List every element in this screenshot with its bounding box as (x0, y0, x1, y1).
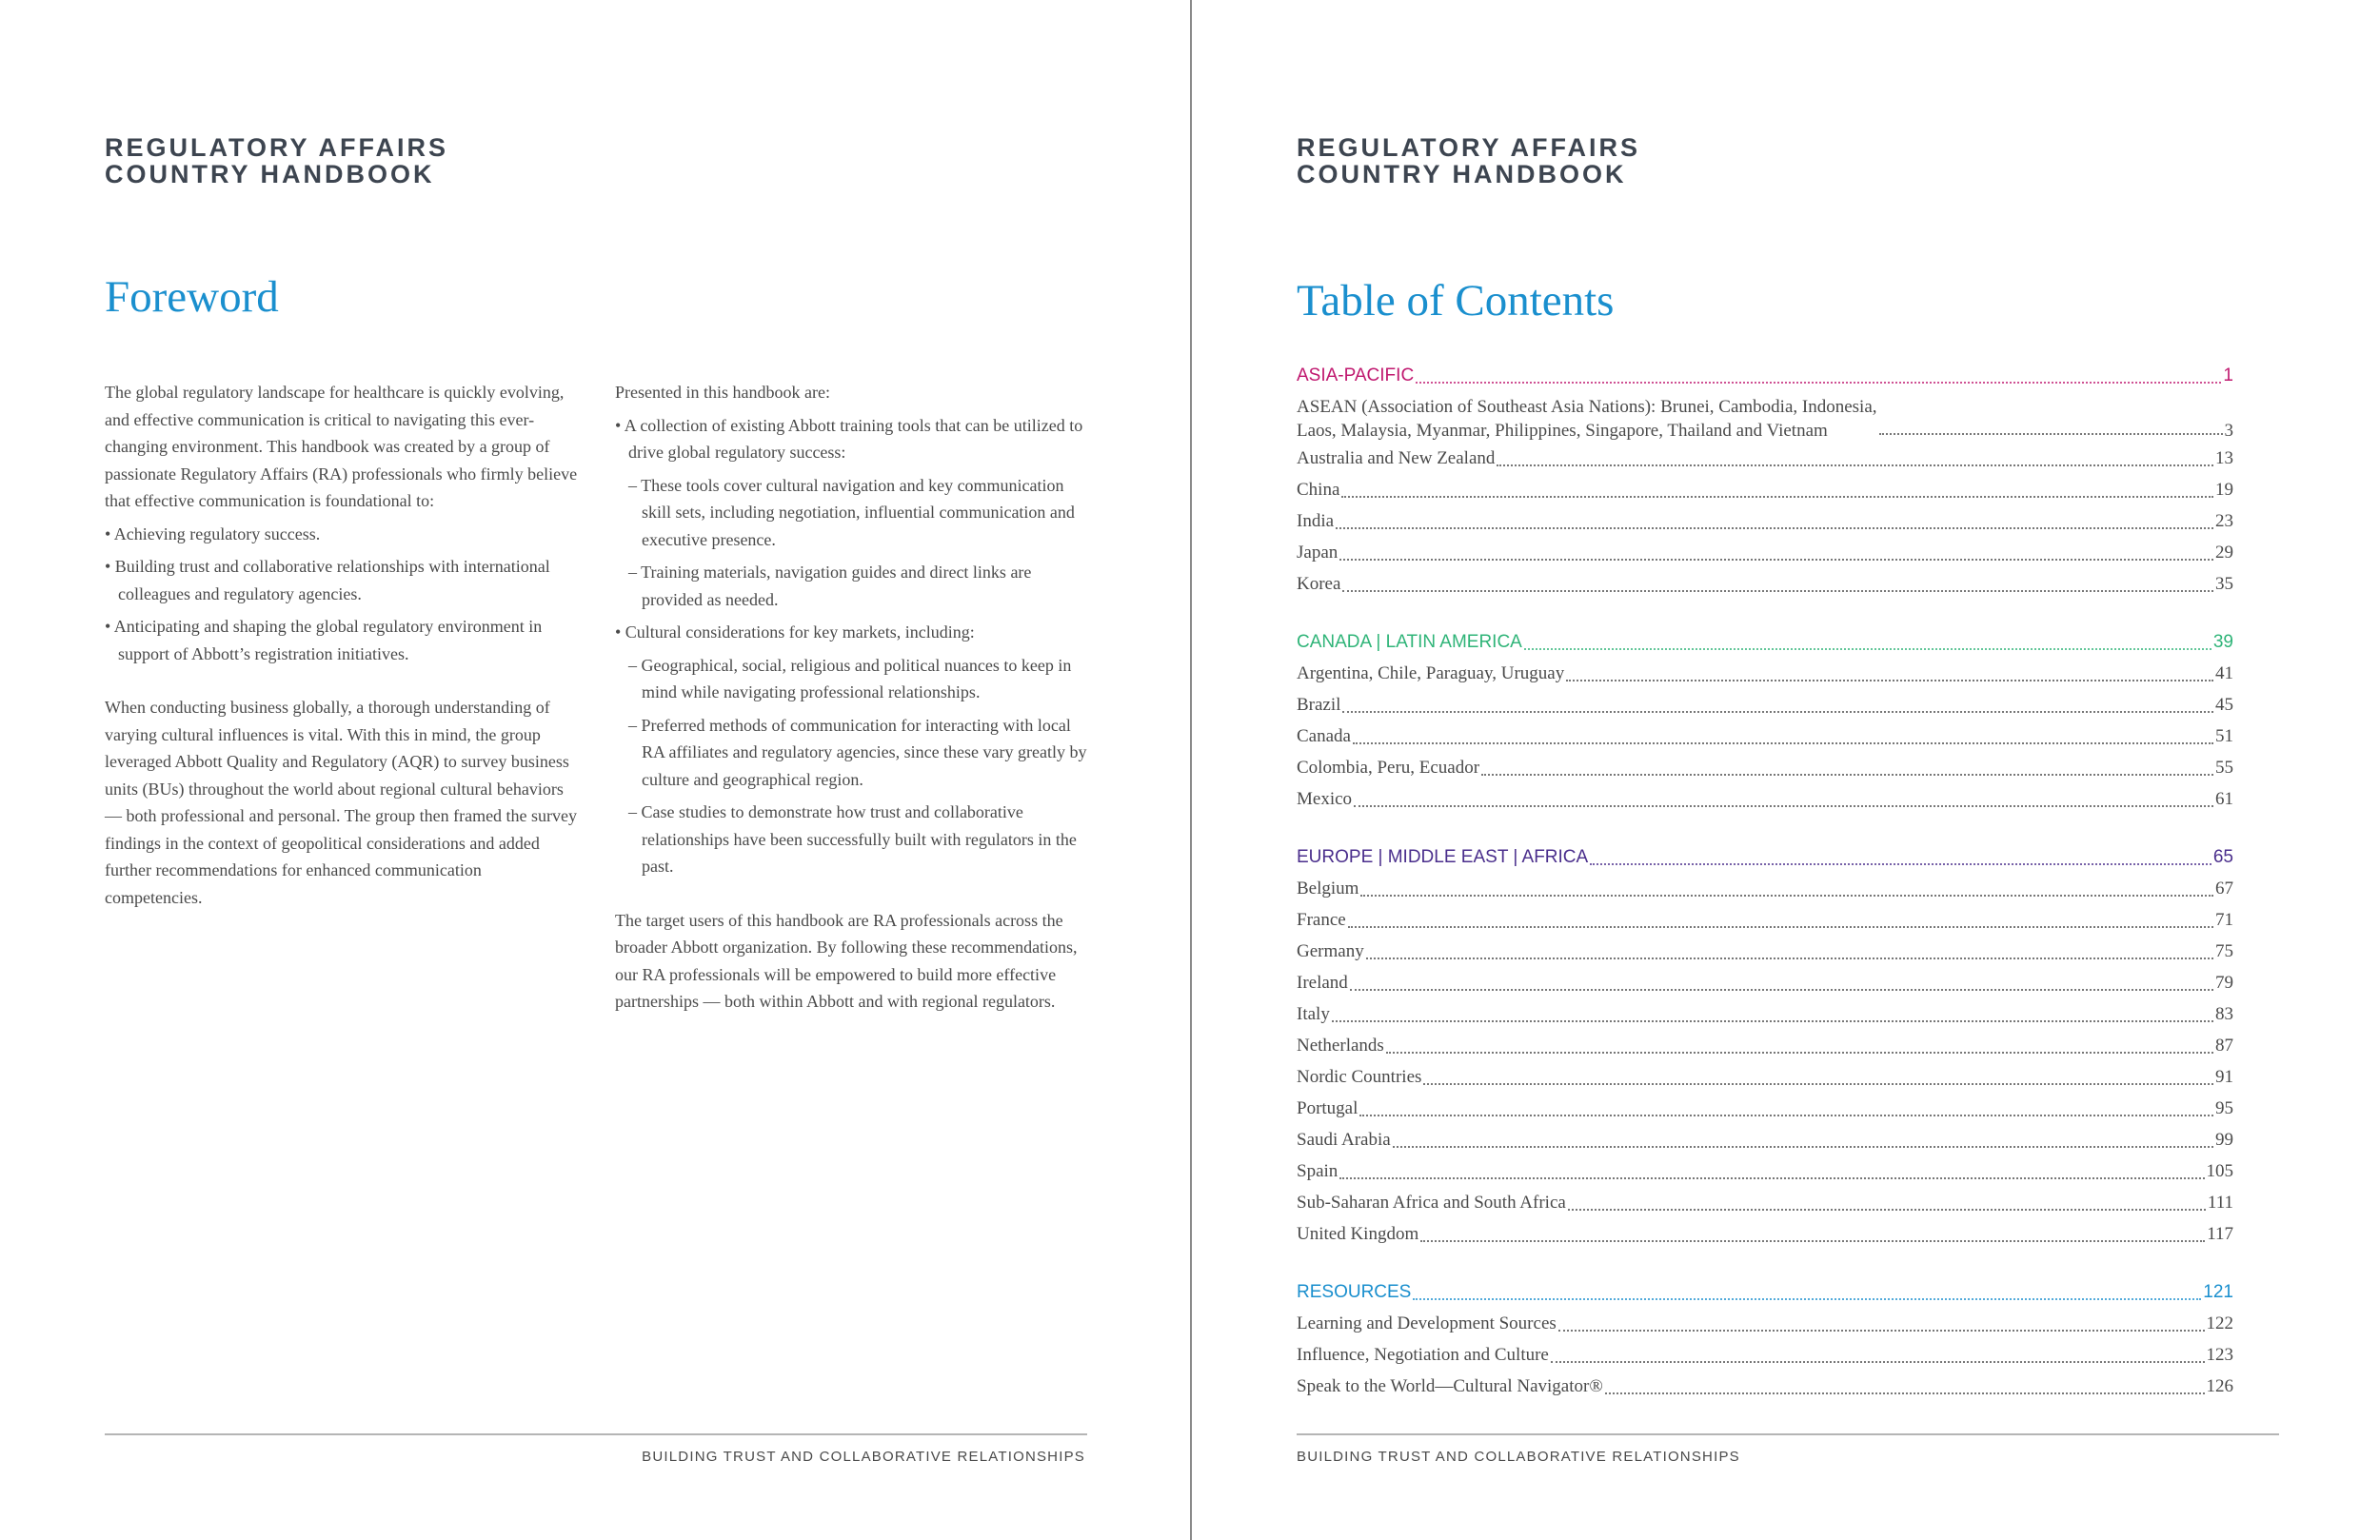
toc-page-number: 99 (2215, 1130, 2233, 1150)
toc-page-number: 45 (2215, 695, 2233, 715)
toc-page-number: 51 (2215, 726, 2233, 746)
toc-page-number: 35 (2215, 574, 2233, 594)
toc-entry[interactable] (1297, 998, 2233, 1030)
toc-section-canada-latin-america[interactable] (1297, 626, 2233, 658)
toc-entry-label: Colombia, Peru, Ecuador (1297, 758, 1480, 778)
toc-entry[interactable] (1297, 658, 2233, 689)
toc-page-number: 39 (2212, 632, 2233, 652)
toc-entry-label: Belgium (1297, 879, 1359, 898)
toc-entry[interactable] (1297, 537, 2233, 568)
toc-page-number: 105 (2206, 1161, 2233, 1181)
toc-entry[interactable] (1297, 904, 2233, 936)
toc-page-number: 23 (2215, 511, 2233, 531)
toc-entry-label: Argentina, Chile, Paraguay, Uruguay (1297, 663, 1565, 683)
bullet-item: • Anticipating and shaping the global regulatory environment in support of Abbott’s registration initiatives. (105, 617, 543, 663)
foreword-paragraph: The target users of this handbook are RA professionals across the broader Abbott organization. By following these recommendations, our RA professionals will be empowered to build more effective partnerships — both within Abbott and with regional regulators. (615, 910, 1078, 1011)
toc-page-number: 122 (2206, 1313, 2233, 1333)
toc-entry[interactable] (1297, 936, 2233, 967)
toc-entry[interactable] (1297, 1308, 2233, 1339)
toc-entry-label: Australia and New Zealand (1297, 448, 1496, 468)
toc-entry[interactable] (1297, 1093, 2233, 1124)
header-line-1: REGULATORY AFFAIRS (1297, 133, 1641, 162)
toc-leader (1353, 742, 2213, 744)
header-line-1: REGULATORY AFFAIRS (105, 133, 449, 162)
toc-leader (1339, 1177, 2204, 1179)
toc-entry-label (1297, 395, 1877, 443)
toc-leader (1354, 805, 2213, 807)
toc-entry[interactable] (1297, 752, 2233, 783)
toc-entry-label: Italy (1297, 1004, 1330, 1024)
toc-leader (1551, 1361, 2205, 1363)
toc-page-number: 67 (2215, 879, 2233, 898)
toc-page-number: 65 (2212, 847, 2233, 867)
header-line-2: COUNTRY HANDBOOK (1297, 160, 1627, 188)
foreword-paragraph: The global regulatory landscape for healthcare is quickly evolving, and effective communication is critical to navigating this ever-changing environment. This handbook was created by a group of passionate Regulatory Affairs (RA) professionals who firmly believe that effective communication is foundational to: (105, 383, 578, 510)
handbook-header (105, 134, 448, 188)
toc-page-number: 41 (2215, 663, 2233, 683)
toc-entry[interactable] (1297, 568, 2233, 600)
toc-leader (1359, 1115, 2213, 1116)
toc-leader (1413, 1298, 2201, 1300)
toc-entry[interactable] (1297, 873, 2233, 904)
foreword-column-2 (615, 379, 1091, 1016)
toc-entry[interactable] (1297, 1371, 2233, 1402)
toc-group-spacer (1297, 815, 2233, 841)
toc-leader (1420, 1240, 2205, 1242)
header-line-2: COUNTRY HANDBOOK (105, 160, 435, 188)
toc-entry-label: Canada (1297, 726, 1351, 746)
toc-entry-label: China (1297, 480, 1340, 500)
toc-entry[interactable] (1297, 474, 2233, 505)
sub-bullet-item: – These tools cover cultural navigation and key communication skill sets, including negotiation, influential communication and executive presence. (628, 475, 1075, 549)
toc-group-spacer (1297, 600, 2233, 626)
toc-section-label: EUROPE | MIDDLE EAST | AFRICA (1297, 847, 1589, 867)
toc-leader (1332, 1020, 2213, 1022)
page-title: Table of Contents (1297, 276, 1615, 326)
toc-entry[interactable] (1297, 967, 2233, 998)
toc-entry-label: Sub-Saharan Africa and South Africa (1297, 1193, 1566, 1213)
toc-entry[interactable] (1297, 443, 2233, 474)
toc-entry-label: Portugal (1297, 1098, 1359, 1118)
toc-entry[interactable] (1297, 505, 2233, 537)
toc-entry[interactable] (1297, 1030, 2233, 1061)
toc-leader (1497, 464, 2213, 466)
toc-entry[interactable] (1297, 1155, 2233, 1187)
foreword-paragraph: Presented in this handbook are: (615, 383, 830, 402)
toc-leader (1339, 559, 2213, 561)
toc-entry-label: Saudi Arabia (1297, 1130, 1391, 1150)
toc-leader (1342, 711, 2213, 713)
footer-text: BUILDING TRUST AND COLLABORATIVE RELATIONSHIPS (1297, 1449, 1740, 1465)
toc-page-number: 29 (2215, 543, 2233, 563)
toc-entry[interactable] (1297, 1124, 2233, 1155)
handbook-header (1297, 134, 1640, 188)
toc-section-europe-middle-east-africa[interactable] (1297, 841, 2233, 873)
toc-entry[interactable] (1297, 1218, 2233, 1250)
toc-leader (1348, 926, 2213, 928)
toc-entry[interactable] (1297, 689, 2233, 721)
sub-bullet-item: – Case studies to demonstrate how trust and collaborative relationships have been successfully built with regulators in the past. (628, 802, 1077, 876)
toc-entry[interactable] (1297, 1339, 2233, 1371)
toc-entry-label: Nordic Countries (1297, 1067, 1422, 1087)
right-page (1190, 0, 2380, 1540)
toc-page-number: 3 (2224, 421, 2233, 441)
toc-entry-label: Mexico (1297, 789, 1353, 809)
toc-section-label: RESOURCES (1297, 1282, 1412, 1302)
toc-section-label: CANADA | LATIN AMERICA (1297, 632, 1522, 652)
toc-section-label: ASIA-PACIFIC (1297, 365, 1415, 385)
toc-entry-label: Korea (1297, 574, 1341, 594)
toc-page-number: 121 (2203, 1282, 2233, 1302)
toc-page-number: 71 (2215, 910, 2233, 930)
toc-leader (1568, 1209, 2206, 1211)
sub-bullet-item: – Training materials, navigation guides and direct links are provided as needed. (628, 563, 1032, 609)
table-of-contents (1297, 360, 2233, 1402)
page-title: Foreword (105, 272, 279, 322)
toc-leader (1336, 527, 2213, 529)
toc-entry-label: Netherlands (1297, 1036, 1384, 1056)
toc-page-number: 95 (2215, 1098, 2233, 1118)
toc-leader (1605, 1392, 2205, 1394)
toc-page-number: 19 (2215, 480, 2233, 500)
toc-page-number: 13 (2215, 448, 2233, 468)
toc-entry-label-line-1: ASEAN (Association of Southeast Asia Nations): Brunei, Cambodia, Indonesia, (1297, 397, 1877, 417)
toc-entry-label: Spain (1297, 1161, 1339, 1181)
toc-leader (1342, 590, 2213, 592)
toc-page-number: 87 (2215, 1036, 2233, 1056)
toc-entry-asean[interactable] (1297, 395, 2233, 443)
bullet-item: • Building trust and collaborative relationships with international colleagues and regulatory agencies. (105, 557, 550, 603)
bullet-item: • A collection of existing Abbott training tools that can be utilized to drive global regulatory success: (615, 415, 1083, 462)
footer-rule (105, 1433, 1087, 1435)
toc-leader (1386, 1052, 2213, 1054)
toc-page-number: 55 (2215, 758, 2233, 778)
toc-leader (1393, 1146, 2213, 1148)
toc-entry-label: United Kingdom (1297, 1224, 1419, 1244)
toc-leader (1350, 989, 2213, 991)
toc-page-number: 79 (2215, 973, 2233, 993)
toc-leader (1524, 648, 2211, 650)
sub-bullet-item: – Preferred methods of communication for interacting with local RA affiliates and regulatory agencies, since these vary greatly by culture and geographical region. (628, 715, 1087, 789)
toc-leader (1360, 895, 2213, 897)
toc-leader (1341, 496, 2213, 498)
toc-page-number: 117 (2207, 1224, 2233, 1244)
toc-leader (1566, 680, 2213, 681)
toc-entry-label: Ireland (1297, 973, 1348, 993)
toc-leader (1879, 433, 2223, 435)
toc-entry[interactable] (1297, 1187, 2233, 1218)
foreword-paragraph: When conducting business globally, a thorough understanding of varying cultural influences is vital. With this in mind, the group leveraged Abbott Quality and Regulatory (AQR) to survey business units (BUs) throughout the world about regional cultural behaviors — both professional and personal. The group then framed the survey findings in the context of geopolitical considerations and added further recommendations for enhanced communication competencies. (105, 698, 578, 907)
toc-entry-label: Brazil (1297, 695, 1341, 715)
toc-section-asia-pacific[interactable] (1297, 360, 2233, 391)
toc-entry-label: Influence, Negotiation and Culture (1297, 1345, 1549, 1365)
bullet-item: • Achieving regulatory success. (105, 523, 321, 543)
sub-bullet-item: – Geographical, social, religious and political nuances to keep in mind while navigating professional relationships. (628, 655, 1072, 701)
toc-entry-label: France (1297, 910, 1346, 930)
toc-leader (1481, 774, 2213, 776)
toc-leader (1423, 1083, 2213, 1085)
toc-entry-label-line-2: Laos, Malaysia, Myanmar, Philippines, Singapore, Thailand and Vietnam (1297, 421, 1828, 441)
toc-page-number: 83 (2215, 1004, 2233, 1024)
toc-page-number: 61 (2215, 789, 2233, 809)
toc-entry[interactable] (1297, 783, 2233, 815)
toc-entry-label: India (1297, 511, 1335, 531)
toc-page-number: 91 (2215, 1067, 2233, 1087)
toc-entry-label: Japan (1297, 543, 1339, 563)
toc-entry-label: Germany (1297, 941, 1364, 961)
toc-page-number: 1 (2223, 365, 2233, 385)
toc-page-number: 75 (2215, 941, 2233, 961)
foreword-column-1 (105, 379, 581, 911)
toc-page-number: 123 (2206, 1345, 2233, 1365)
toc-entry[interactable] (1297, 721, 2233, 752)
toc-entry[interactable] (1297, 1061, 2233, 1093)
toc-group-spacer (1297, 1250, 2233, 1276)
footer-text: BUILDING TRUST AND COLLABORATIVE RELATIONSHIPS (642, 1449, 1085, 1465)
bullet-item: • Cultural considerations for key markets, including: (615, 622, 975, 642)
toc-entry-label: Learning and Development Sources (1297, 1313, 1557, 1333)
toc-page-number: 126 (2206, 1376, 2233, 1396)
toc-leader (1416, 382, 2221, 384)
toc-leader (1590, 863, 2211, 865)
footer-rule (1297, 1433, 2279, 1435)
toc-leader (1558, 1330, 2205, 1332)
toc-entry-label: Speak to the World—Cultural Navigator® (1297, 1376, 1603, 1396)
toc-leader (1366, 958, 2213, 959)
toc-section-resources[interactable] (1297, 1276, 2233, 1308)
toc-page-number: 111 (2207, 1193, 2233, 1213)
